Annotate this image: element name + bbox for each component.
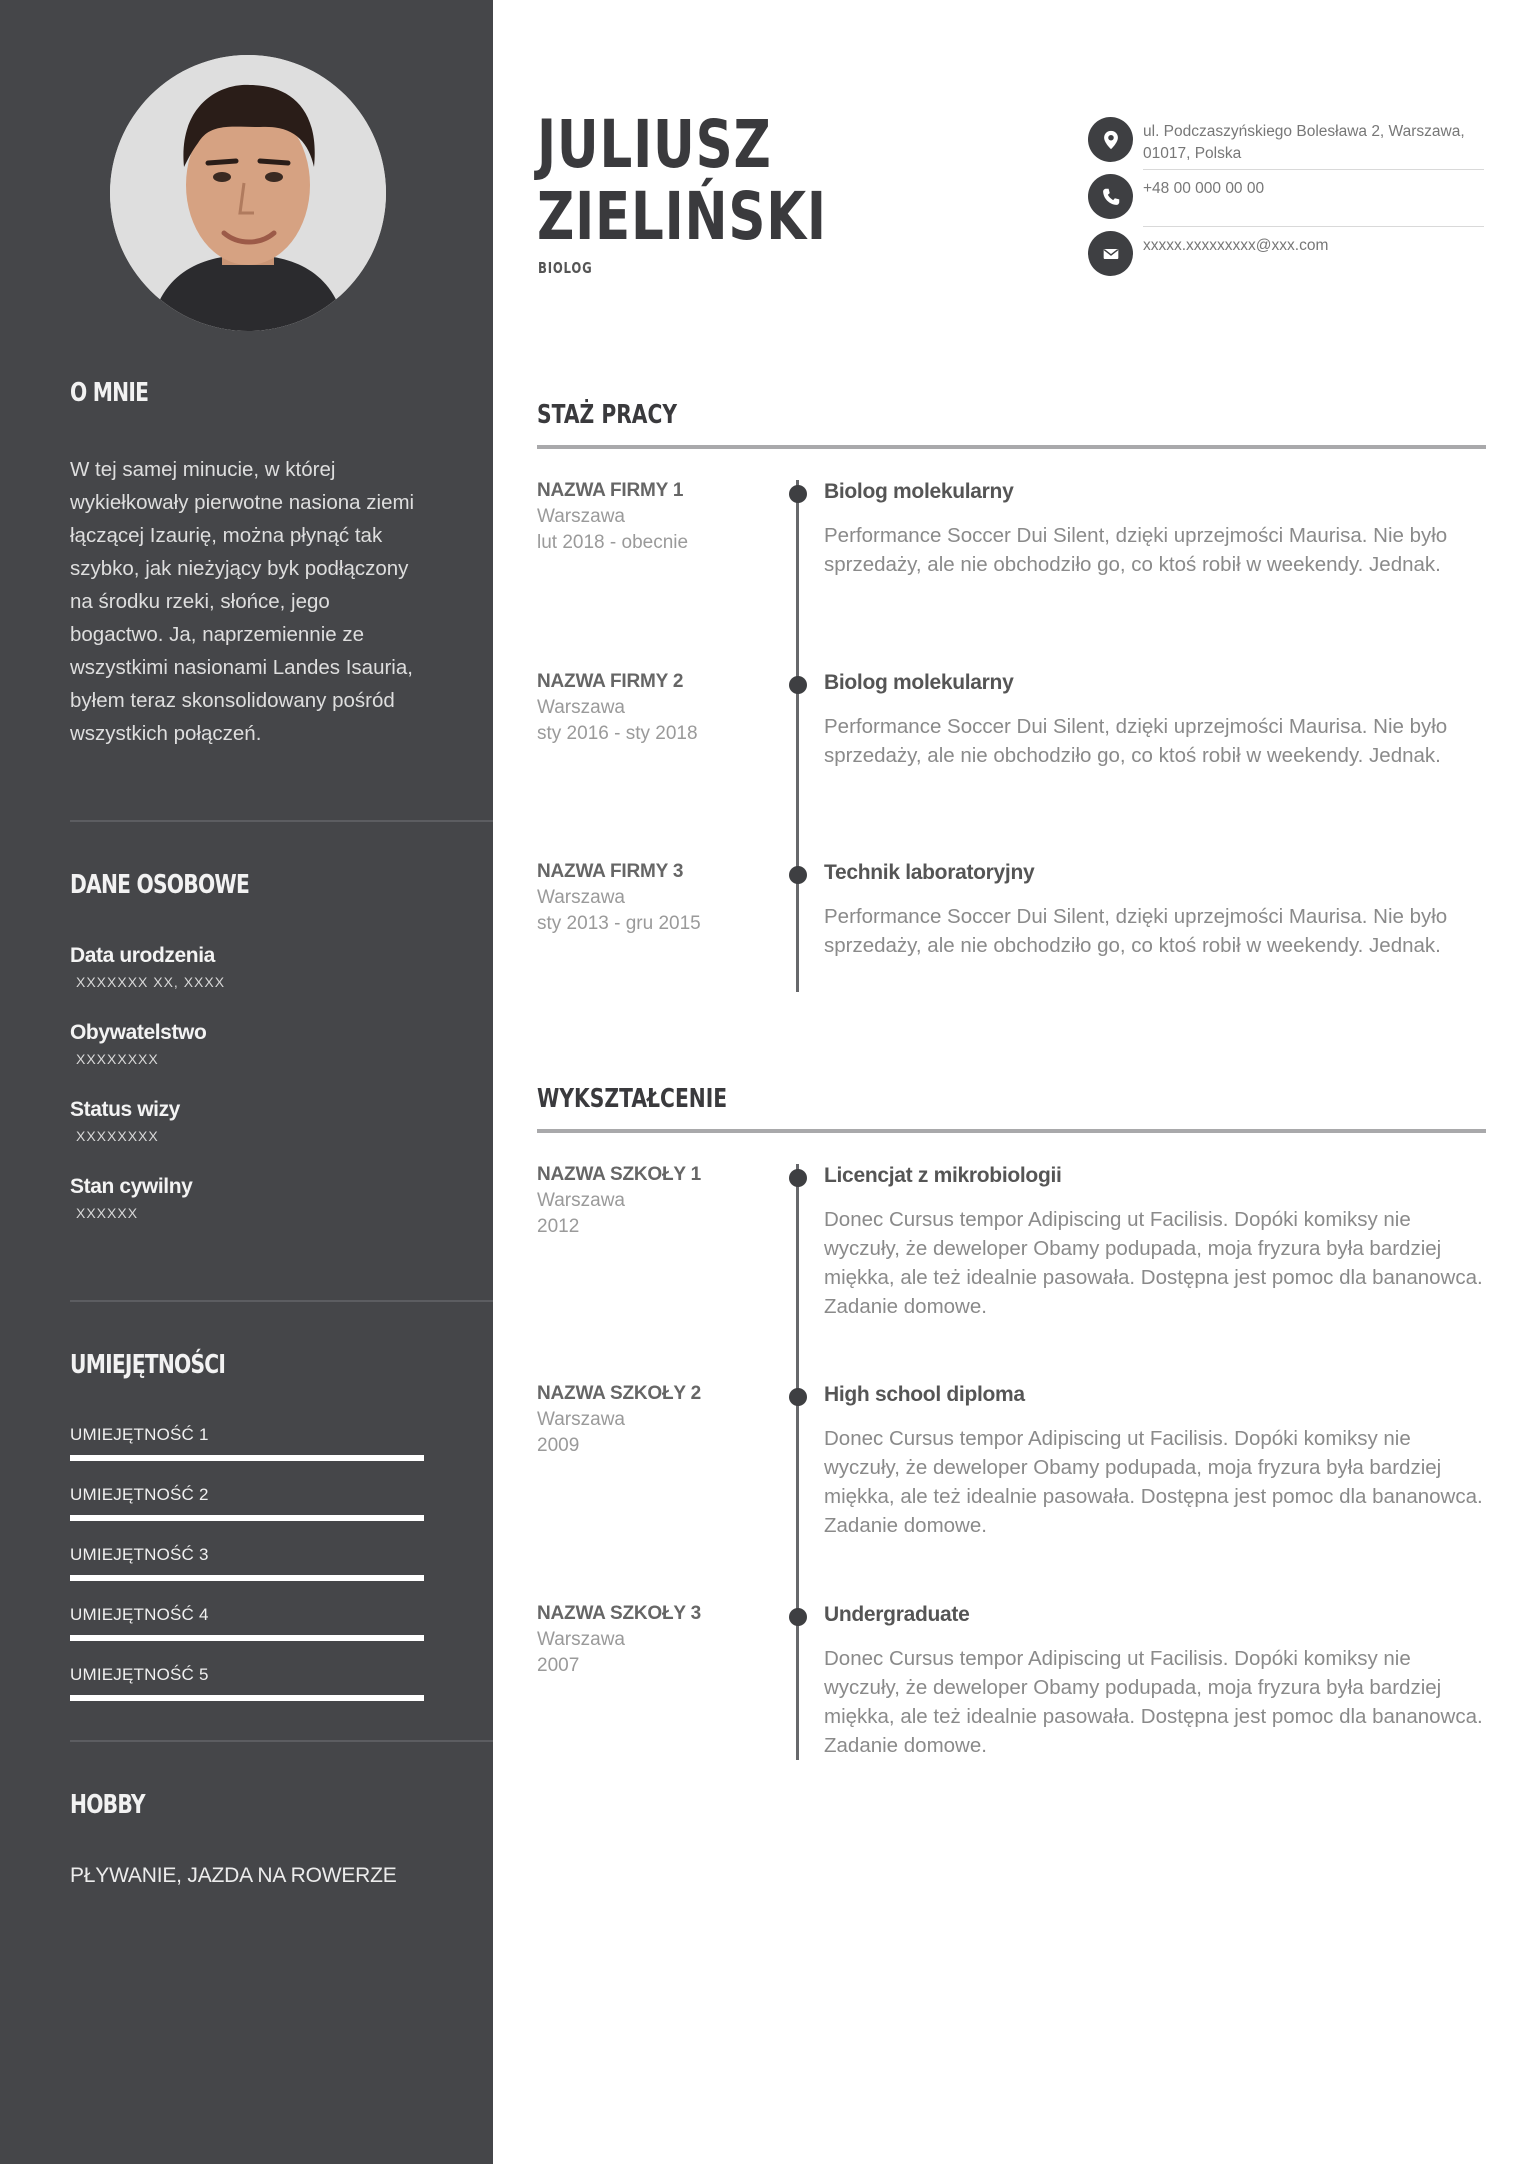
personal-item bbox=[70, 1021, 490, 1067]
timeline-dot bbox=[789, 866, 807, 884]
entry-meta bbox=[537, 671, 772, 745]
skill-bar bbox=[70, 1455, 424, 1461]
entry-year: 2009 bbox=[537, 1435, 580, 1456]
entry-meta bbox=[537, 861, 772, 935]
skill-item bbox=[70, 1665, 490, 1725]
entry-meta bbox=[537, 1383, 772, 1457]
timeline-dot bbox=[789, 485, 807, 503]
education-timeline bbox=[796, 1164, 799, 1760]
phone-text[interactable]: +48 00 000 00 00 bbox=[1143, 180, 1265, 197]
personal-item bbox=[70, 1175, 490, 1221]
first-name: JULIUSZ bbox=[537, 106, 772, 183]
skill-label: UMIEJĘTNOŚĆ 5 bbox=[70, 1665, 209, 1684]
entry-description: Donec Cursus tempor Adipiscing ut Facilisis. Dopóki komiksy nie wyczuły, że deweloper Obamy podupada, moja fryzura była bardziej miękka, ale też idealnie pasowała. Dostępna jest pomoc dla bananowca. Zadanie domowe. bbox=[824, 1427, 1483, 1537]
entry-meta bbox=[537, 1603, 772, 1677]
experience-heading: STAŻ PRACY bbox=[537, 400, 678, 430]
entry-body bbox=[824, 671, 1487, 770]
entry-city: Warszawa bbox=[537, 1190, 625, 1211]
address-text: ul. Podczaszyńskiego Bolesława 2, Warszawa, 01017, Polska bbox=[1143, 123, 1465, 162]
location-pin-icon bbox=[1088, 117, 1133, 162]
personal-value: XXXXXXX XX, XXXX bbox=[76, 974, 226, 990]
email-text[interactable]: xxxxx.xxxxxxxxx@xxx.com bbox=[1143, 237, 1329, 254]
about-heading: O MNIE bbox=[70, 378, 149, 408]
company-name: NAZWA FIRMY 3 bbox=[537, 861, 684, 882]
entry-city: Warszawa bbox=[537, 1409, 625, 1430]
contact-email bbox=[1088, 231, 1486, 288]
school-name: NAZWA SZKOŁY 3 bbox=[537, 1603, 701, 1624]
last-name: ZIELIŃSKI bbox=[537, 178, 827, 255]
contact-phone bbox=[1088, 174, 1486, 231]
candidate-name bbox=[537, 106, 827, 255]
personal-label: Obywatelstwo bbox=[70, 1021, 207, 1044]
entry-body bbox=[824, 1603, 1487, 1760]
skill-item bbox=[70, 1605, 490, 1665]
entry-description: Performance Soccer Dui Silent, dzięki uprzejmości Maurisa. Nie było sprzedaży, ale nie obchodziło go, co ktoś robił w weekendy. Jednak. bbox=[824, 715, 1448, 767]
personal-label: Status wizy bbox=[70, 1098, 180, 1121]
about-text: W tej samej minucie, w której wykiełkowały pierwotne nasiona ziemi łączącej Izaurię, można płynąć tak szybko, jak nieżyjący byk podłączony na środku rzeki, słońce, jego bogactwo. Ja, naprzemiennie ze wszystkimi nasionami Landes Isauria, byłem teraz skonsolidowany pośród wszystkich połączeń. bbox=[70, 458, 415, 745]
timeline-dot bbox=[789, 1169, 807, 1187]
job-role: Biolog molekularny bbox=[824, 480, 1014, 503]
skills-section bbox=[70, 1350, 490, 1380]
skills-heading: UMIEJĘTNOŚCI bbox=[70, 1350, 226, 1380]
entry-description: Performance Soccer Dui Silent, dzięki uprzejmości Maurisa. Nie było sprzedaży, ale nie obchodziło go, co ktoś robił w weekendy. Jednak. bbox=[824, 524, 1448, 576]
entry-body bbox=[824, 480, 1487, 579]
school-name: NAZWA SZKOŁY 2 bbox=[537, 1383, 701, 1404]
skills-list bbox=[70, 1425, 490, 1725]
experience-timeline bbox=[796, 480, 799, 992]
about-section bbox=[70, 378, 490, 408]
hobby-section bbox=[70, 1790, 490, 1820]
skill-bar-fill bbox=[70, 1515, 424, 1521]
personal-list bbox=[70, 944, 490, 1252]
entry-dates: lut 2018 - obecnie bbox=[537, 532, 689, 553]
personal-heading: DANE OSOBOWE bbox=[70, 870, 250, 900]
sidebar-divider bbox=[70, 820, 493, 822]
timeline-dot bbox=[789, 676, 807, 694]
degree-name: Undergraduate bbox=[824, 1603, 970, 1626]
contact-list bbox=[1088, 117, 1486, 288]
skill-label: UMIEJĘTNOŚĆ 4 bbox=[70, 1605, 209, 1624]
personal-value: XXXXXXXX bbox=[76, 1128, 159, 1144]
entry-dates: sty 2013 - gru 2015 bbox=[537, 913, 701, 934]
entry-description: Donec Cursus tempor Adipiscing ut Facilisis. Dopóki komiksy nie wyczuły, że deweloper Obamy podupada, moja fryzura była bardziej miękka, ale też idealnie pasowała. Dostępna jest pomoc dla bananowca. Zadanie domowe. bbox=[824, 1647, 1483, 1757]
skill-label: UMIEJĘTNOŚĆ 2 bbox=[70, 1485, 209, 1504]
skill-bar bbox=[70, 1515, 424, 1521]
contact-divider bbox=[1143, 169, 1484, 170]
entry-city: Warszawa bbox=[537, 697, 625, 718]
entry-year: 2012 bbox=[537, 1216, 580, 1237]
personal-section bbox=[70, 870, 490, 900]
personal-item bbox=[70, 944, 490, 990]
contact-address bbox=[1088, 117, 1486, 174]
entry-meta bbox=[537, 1164, 772, 1238]
entry-year: 2007 bbox=[537, 1655, 580, 1676]
skill-item bbox=[70, 1425, 490, 1485]
skill-bar-fill bbox=[70, 1575, 424, 1581]
entry-city: Warszawa bbox=[537, 1629, 625, 1650]
entry-body bbox=[824, 1383, 1487, 1540]
degree-name: High school diploma bbox=[824, 1383, 1025, 1406]
timeline-dot bbox=[789, 1388, 807, 1406]
school-name: NAZWA SZKOŁY 1 bbox=[537, 1164, 701, 1185]
sidebar-divider bbox=[70, 1300, 493, 1302]
job-title: BIOLOG bbox=[538, 259, 593, 277]
skill-item bbox=[70, 1485, 490, 1545]
personal-value: XXXXXXXX bbox=[76, 1051, 159, 1067]
entry-body bbox=[824, 861, 1487, 960]
entry-meta bbox=[537, 480, 772, 554]
education-heading: WYKSZTAŁCENIE bbox=[537, 1084, 728, 1114]
entry-body bbox=[824, 1164, 1487, 1321]
personal-value: XXXXXX bbox=[76, 1205, 139, 1221]
profile-photo bbox=[110, 55, 386, 331]
timeline-dot bbox=[789, 1608, 807, 1626]
entry-city: Warszawa bbox=[537, 887, 625, 908]
entry-description: Donec Cursus tempor Adipiscing ut Facilisis. Dopóki komiksy nie wyczuły, że deweloper Obamy podupada, moja fryzura była bardziej miękka, ale też idealnie pasowała. Dostępna jest pomoc dla bananowca. Zadanie domowe. bbox=[824, 1208, 1483, 1318]
envelope-icon bbox=[1088, 231, 1133, 276]
contact-divider bbox=[1143, 226, 1484, 227]
experience-rule bbox=[537, 445, 1486, 449]
entry-dates: sty 2016 - sty 2018 bbox=[537, 723, 698, 744]
skill-bar bbox=[70, 1695, 424, 1701]
job-role: Biolog molekularny bbox=[824, 671, 1014, 694]
entry-city: Warszawa bbox=[537, 506, 625, 527]
skill-label: UMIEJĘTNOŚĆ 1 bbox=[70, 1425, 209, 1444]
skill-bar-fill bbox=[70, 1455, 424, 1461]
job-role: Technik laboratoryjny bbox=[824, 861, 1035, 884]
about-body bbox=[70, 453, 490, 750]
entry-description: Performance Soccer Dui Silent, dzięki uprzejmości Maurisa. Nie było sprzedaży, ale nie obchodziło go, co ktoś robił w weekendy. Jednak. bbox=[824, 905, 1448, 957]
sidebar bbox=[0, 0, 493, 2164]
sidebar-divider bbox=[70, 1740, 493, 1742]
personal-label: Stan cywilny bbox=[70, 1175, 193, 1198]
company-name: NAZWA FIRMY 2 bbox=[537, 671, 684, 692]
personal-label: Data urodzenia bbox=[70, 944, 215, 967]
hobby-text: PŁYWANIE, JAZDA NA ROWERZE bbox=[70, 1864, 397, 1887]
education-rule bbox=[537, 1129, 1486, 1133]
skill-bar bbox=[70, 1575, 424, 1581]
skill-bar-fill bbox=[70, 1695, 424, 1701]
skill-label: UMIEJĘTNOŚĆ 3 bbox=[70, 1545, 209, 1564]
phone-icon bbox=[1088, 174, 1133, 219]
hobby-heading: HOBBY bbox=[70, 1790, 145, 1820]
skill-bar bbox=[70, 1635, 424, 1641]
skill-item bbox=[70, 1545, 490, 1605]
company-name: NAZWA FIRMY 1 bbox=[537, 480, 684, 501]
skill-bar-fill bbox=[70, 1635, 424, 1641]
hobby-body bbox=[70, 1864, 490, 1888]
degree-name: Licencjat z mikrobiologii bbox=[824, 1164, 1062, 1187]
personal-item bbox=[70, 1098, 490, 1144]
